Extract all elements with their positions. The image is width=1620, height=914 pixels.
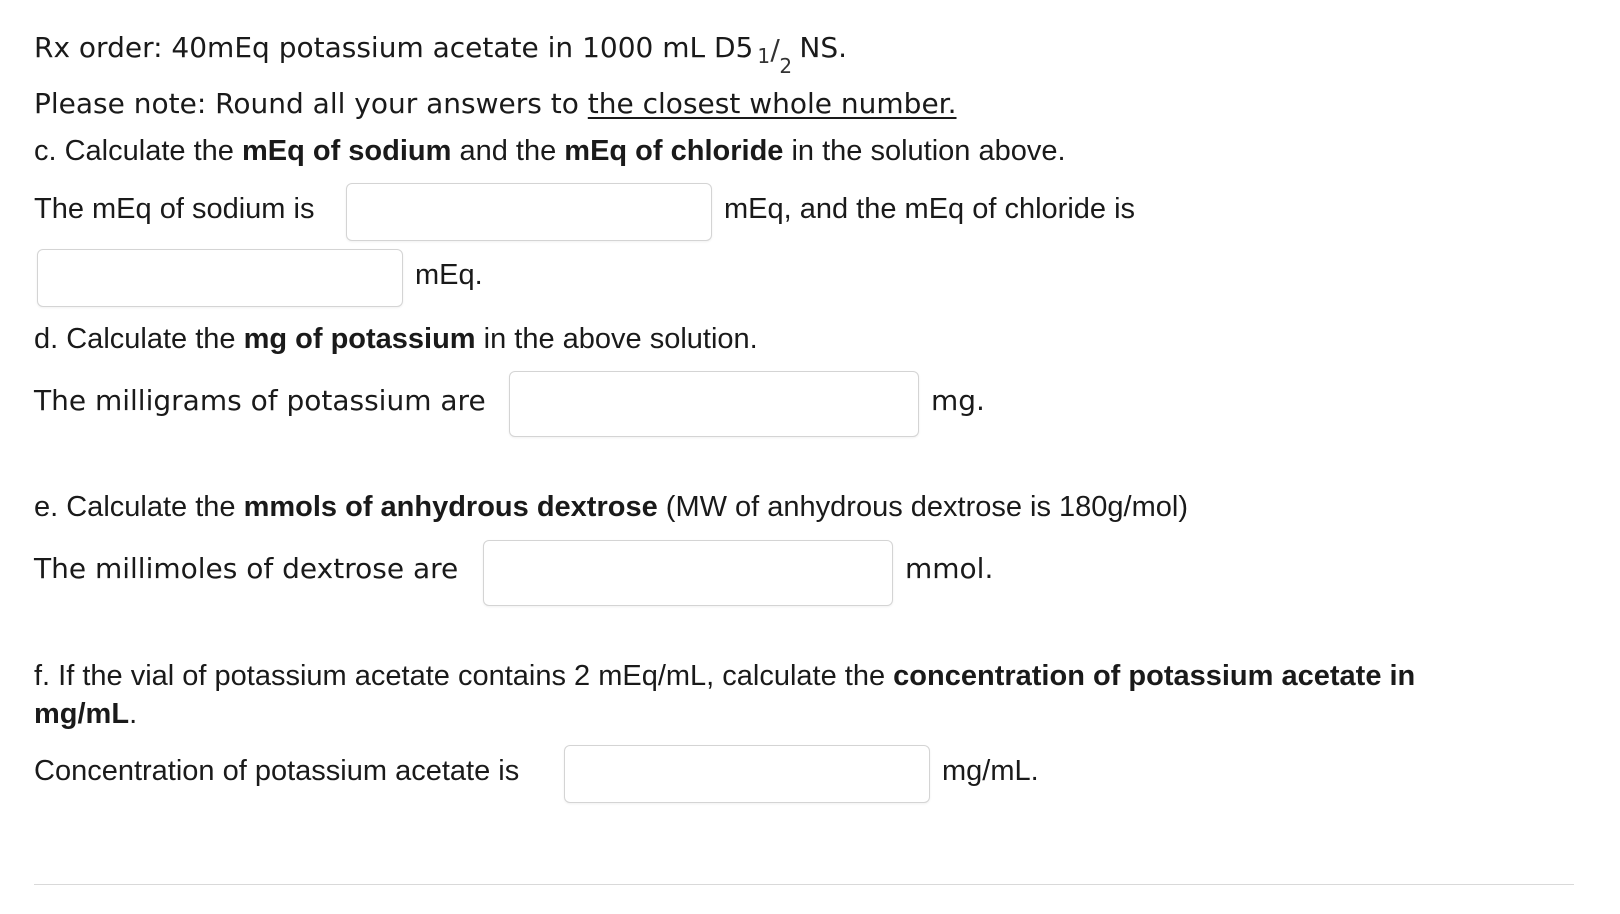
part-e-question — [34, 490, 1188, 524]
chloride-unit-label: mEq. — [415, 259, 483, 291]
concentration-label: Concentration of potassium acetate is — [34, 755, 520, 787]
part-c-question — [34, 134, 1066, 168]
part-d-text-2: in the above solution. — [475, 323, 758, 355]
one-half-fraction — [753, 31, 795, 78]
concentration-unit: mg/mL. — [942, 755, 1039, 787]
bottom-divider — [34, 884, 1574, 885]
sodium-meq-input[interactable] — [346, 183, 712, 241]
part-e-text-1: e. Calculate the — [34, 491, 244, 523]
rx-order-line — [34, 31, 847, 78]
part-d-bold-potassium: mg of potassium — [243, 323, 476, 355]
dextrose-mmol-label: The millimoles of dextrose are — [34, 552, 459, 585]
rx-order-prefix: Rx order: 40mEq potassium acetate in 1000 mL D5 — [34, 31, 754, 64]
dextrose-mmol-unit: mmol. — [905, 552, 994, 585]
part-c-bold-sodium: mEq of sodium — [241, 135, 452, 167]
part-f-bold-concentration: concentration of potassium acetate in — [893, 660, 1416, 692]
potassium-mg-input[interactable] — [509, 371, 919, 437]
rounding-note — [34, 87, 957, 121]
part-f-question-line-2 — [34, 697, 137, 731]
part-d-text-1: d. Calculate the — [34, 323, 244, 355]
rx-order-suffix: NS. — [799, 31, 847, 64]
part-c-bold-chloride: mEq of chloride — [564, 135, 784, 167]
potassium-mg-label: The milligrams of potassium are — [34, 384, 486, 417]
fraction-denominator: 2 — [779, 54, 793, 78]
part-f-bold-unit: mg/mL — [34, 698, 130, 730]
chloride-prompt-label: mEq, and the mEq of chloride is — [724, 193, 1136, 225]
chloride-meq-input[interactable] — [37, 249, 403, 307]
rounding-note-prefix: Please note: Round all your answers to — [34, 87, 588, 120]
part-d-question — [34, 322, 758, 356]
part-c-text-1: c. Calculate the — [34, 135, 242, 167]
fraction-numerator: 1 — [757, 44, 771, 68]
fraction-slash: / — [770, 33, 780, 66]
rounding-note-emphasis: the closest whole number. — [587, 87, 957, 120]
concentration-input[interactable] — [564, 745, 930, 803]
part-f-text-2: . — [129, 698, 138, 730]
sodium-label: The mEq of sodium is — [34, 193, 315, 225]
part-c-text-2: and the — [451, 135, 565, 167]
part-f-text-1: f. If the vial of potassium acetate contains 2 mEq/mL, calculate the — [34, 660, 894, 692]
part-c-text-3: in the solution above. — [783, 135, 1066, 167]
part-e-bold-dextrose: mmols of anhydrous dextrose — [243, 491, 658, 523]
part-e-text-2: (MW of anhydrous dextrose is 180g/mol) — [657, 491, 1189, 523]
potassium-mg-unit: mg. — [931, 384, 985, 417]
part-f-question-line-1 — [34, 659, 1415, 693]
dextrose-mmol-input[interactable] — [483, 540, 893, 606]
